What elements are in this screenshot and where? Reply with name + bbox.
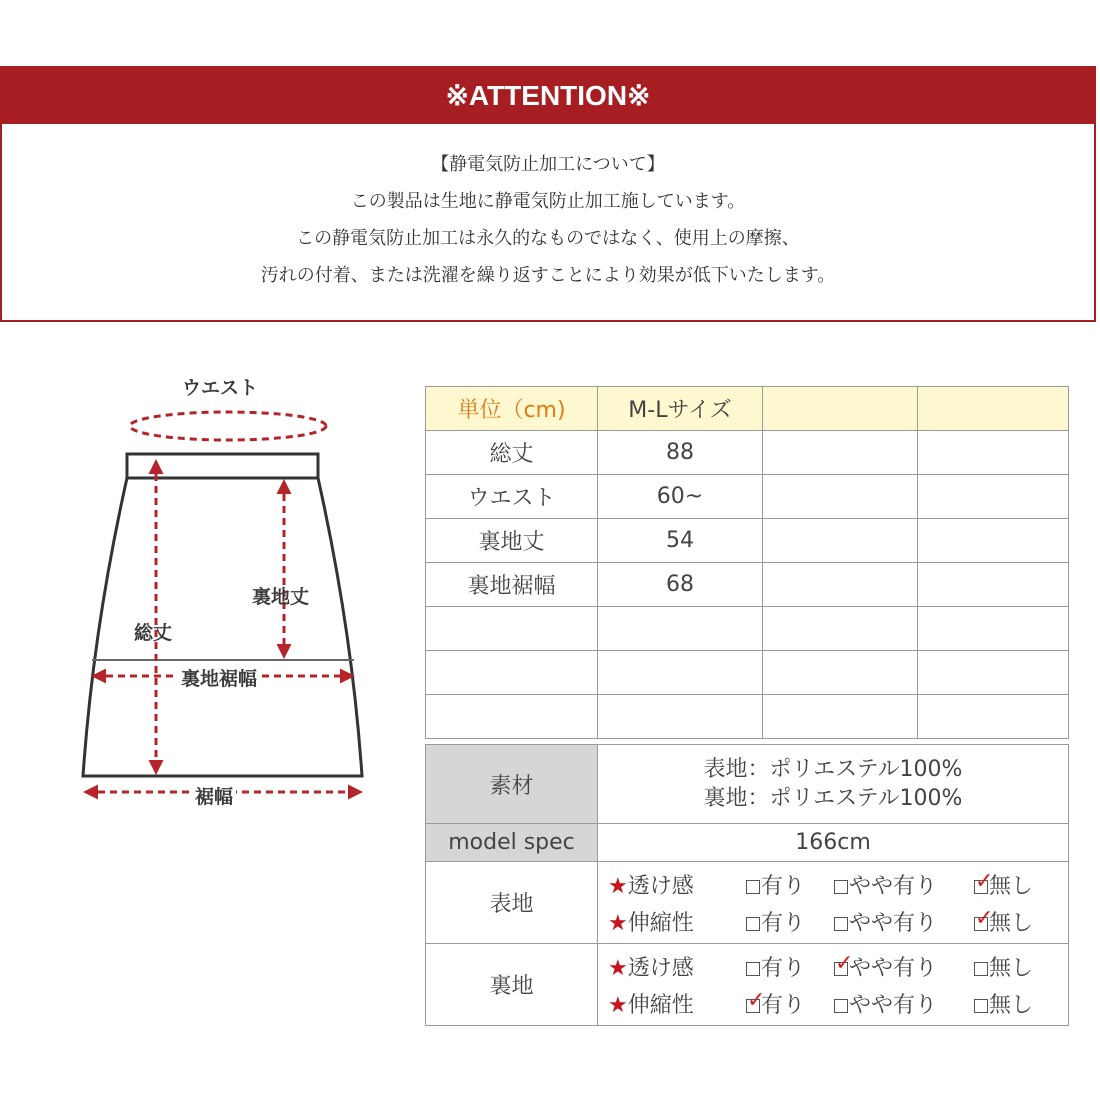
table-row (426, 563, 1069, 607)
option-ari[interactable]: 有り (746, 869, 834, 900)
lining-group-row (426, 944, 1069, 1026)
lining-hem-width-label: 裏地裾幅 (178, 664, 260, 691)
checkbox-icon[interactable] (974, 962, 988, 976)
unit-cell: 単位（cm) (426, 387, 598, 431)
attention-title: ※ATTENTION※ (2, 68, 1094, 124)
row-value: 60~ (598, 475, 763, 519)
property-row (598, 903, 1068, 940)
size-table-header (426, 387, 1069, 431)
option-ari[interactable]: 有り (746, 951, 834, 982)
row-value: 68 (598, 563, 763, 607)
checkbox-checked-icon[interactable] (974, 880, 988, 894)
group-props (598, 862, 1069, 944)
row-label: 総丈 (426, 431, 598, 475)
attention-line: この製品は生地に静電気防止加工施しています。 (350, 191, 746, 212)
model-label: model spec (426, 824, 598, 862)
checkbox-icon[interactable] (834, 880, 848, 894)
skirt-diagram (70, 370, 380, 820)
option-nashi[interactable]: 無し (974, 988, 1054, 1019)
option-nashi[interactable]: 無し (974, 951, 1054, 982)
option-ari[interactable]: 有り (746, 906, 834, 937)
property-name: ★伸縮性 (608, 910, 694, 936)
property-row (598, 866, 1068, 903)
attention-box (0, 66, 1096, 322)
table-row (426, 431, 1069, 475)
model-row (426, 824, 1069, 862)
waist-label: ウエスト (182, 377, 259, 399)
row-value (763, 607, 918, 651)
row-value (763, 431, 918, 475)
property-row (598, 948, 1068, 985)
hem-width-label: 裾幅 (192, 782, 236, 809)
option-yaya-ari[interactable]: やや有り (834, 988, 974, 1019)
fabric-group-row (426, 862, 1069, 944)
skirt-body (83, 478, 362, 776)
checkbox-icon[interactable] (746, 962, 760, 976)
row-value (763, 475, 918, 519)
row-value (598, 651, 763, 695)
row-value (918, 607, 1069, 651)
attention-line: 【静電気防止加工について】 (431, 154, 665, 175)
property-name: ★伸縮性 (608, 992, 694, 1018)
row-value (918, 651, 1069, 695)
attention-line: 汚れの付着、または洗濯を繰り返すことにより効果が低下いたします。 (260, 265, 836, 286)
table-row (426, 651, 1069, 695)
waist-ellipse (130, 412, 326, 440)
table-row (426, 695, 1069, 739)
row-value: 88 (598, 431, 763, 475)
group-props (598, 944, 1069, 1026)
checkbox-icon[interactable] (834, 917, 848, 931)
row-value (918, 431, 1069, 475)
table-row (426, 475, 1069, 519)
material-line: 裏地：ポリエステル100% (703, 786, 963, 811)
property-row (598, 985, 1068, 1022)
row-value (918, 563, 1069, 607)
size-table (425, 386, 1069, 739)
row-value (763, 695, 918, 739)
checkbox-checked-icon[interactable] (834, 962, 848, 976)
row-value (598, 607, 763, 651)
star-icon: ★ (608, 992, 628, 1018)
property-name: ★透け感 (608, 873, 694, 899)
row-value (918, 475, 1069, 519)
total-length-label: 総丈 (134, 622, 173, 644)
row-label (426, 695, 598, 739)
property-name: ★透け感 (608, 955, 694, 981)
row-label: 裏地丈 (426, 519, 598, 563)
table-row (426, 607, 1069, 651)
row-label (426, 651, 598, 695)
option-ari[interactable]: ✓ 有り (746, 988, 834, 1019)
checkbox-icon[interactable] (746, 917, 760, 931)
material-label: 素材 (426, 745, 598, 824)
row-value (763, 563, 918, 607)
skirt-illustration (70, 370, 380, 820)
row-label: 裏地裾幅 (426, 563, 598, 607)
attention-body (2, 124, 1094, 294)
option-nashi[interactable]: ✓ 無し (974, 906, 1054, 937)
table-row (426, 519, 1069, 563)
option-nashi[interactable]: ✓ 無し (974, 869, 1054, 900)
size-header-cell: M-Lサイズ (598, 387, 763, 431)
row-value (918, 695, 1069, 739)
option-yaya-ari[interactable]: やや有り (834, 906, 974, 937)
option-yaya-ari[interactable]: ✓ やや有り (834, 951, 974, 982)
star-icon: ★ (608, 873, 628, 899)
checkbox-checked-icon[interactable] (974, 917, 988, 931)
star-icon: ★ (608, 955, 628, 981)
attention-line: この静電気防止加工は永久的なものではなく、使用上の摩擦、 (296, 228, 800, 249)
size-header-cell (918, 387, 1069, 431)
spec-table (425, 744, 1069, 1026)
material-row (426, 745, 1069, 824)
row-value: 54 (598, 519, 763, 563)
row-value (763, 519, 918, 563)
star-icon: ★ (608, 910, 628, 936)
material-line: 表地：ポリエステル100% (703, 757, 963, 782)
row-value (763, 651, 918, 695)
lining-length-label: 裏地丈 (252, 586, 310, 608)
checkbox-icon[interactable] (746, 880, 760, 894)
size-header-cell (763, 387, 918, 431)
group-label: 表地 (426, 862, 598, 944)
material-value (598, 745, 1069, 824)
row-value (918, 519, 1069, 563)
option-yaya-ari[interactable]: やや有り (834, 869, 974, 900)
row-value (598, 695, 763, 739)
row-label: ウエスト (426, 475, 598, 519)
group-label: 裏地 (426, 944, 598, 1026)
model-value: 166cm (598, 824, 1069, 862)
checkbox-icon[interactable] (834, 999, 848, 1013)
row-label (426, 607, 598, 651)
checkbox-icon[interactable] (974, 999, 988, 1013)
checkbox-checked-icon[interactable] (746, 999, 760, 1013)
